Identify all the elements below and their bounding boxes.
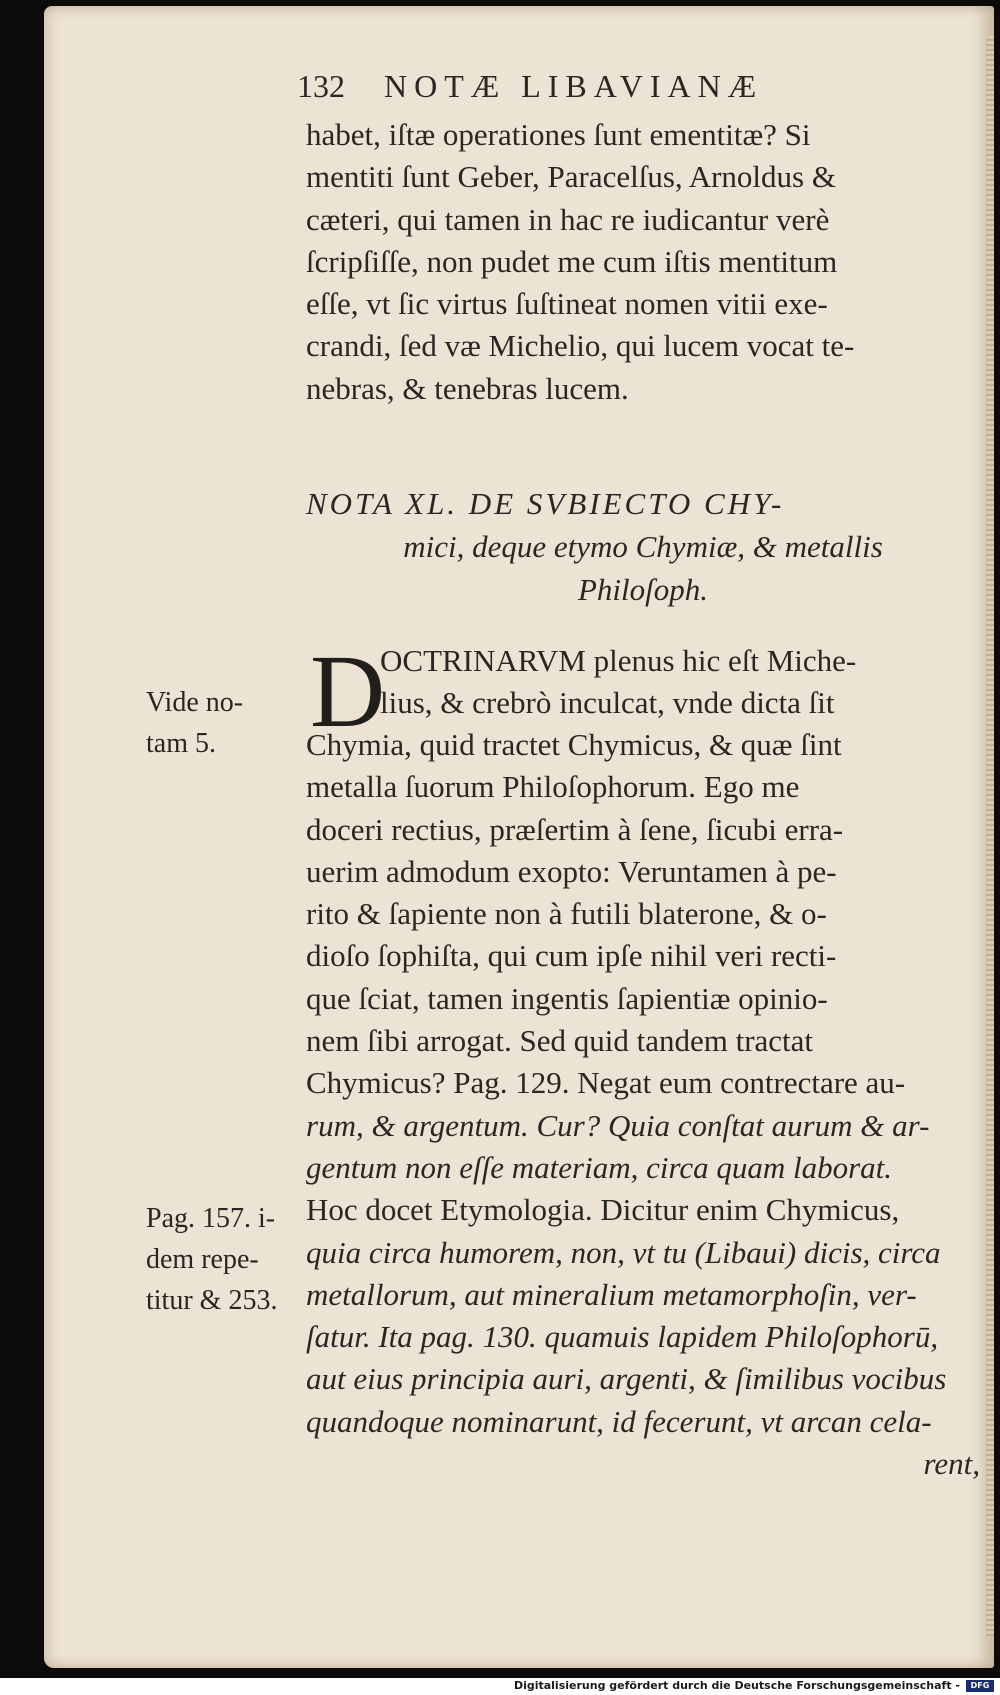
text-line: dioſo ſophiſta, qui cum ipſe nihil veri recti- — [306, 938, 837, 974]
text-line: gentum non eſſe materiam, circa quam laborat. — [306, 1149, 893, 1185]
body-second-line — [380, 682, 980, 724]
text-line: Chymia, quid tractet Chymicus, & quæ ſint — [306, 727, 842, 762]
text-line: cæteri, qui tamen in hac re iudicantur verè — [306, 201, 830, 237]
page-header — [252, 68, 892, 118]
text-line: doceri rectius, præſertim à ſene, ſicubi erra- — [306, 811, 844, 847]
body-paragraph — [306, 724, 980, 1485]
margin-note-line: titur & 253. — [146, 1285, 278, 1316]
text-line: nebras, & tenebras lucem. — [306, 370, 629, 406]
text-line: aut eius principia auri, argenti, & ſimilibus vocibus — [306, 1361, 947, 1397]
text-line: lius, & crebrò inculcat, vnde dicta ſit — [380, 685, 835, 720]
margin-note — [146, 1198, 296, 1321]
text-line: quia circa humorem, non, vt tu (Libaui) dicis, circa — [306, 1234, 941, 1270]
text-line: rito & ſapiente non à futili blaterone, & o- — [306, 896, 827, 932]
text-line: que ſciat, tamen ingentis ſapientiæ opinio- — [306, 980, 828, 1016]
text-line: habet, iſtæ operationes ſunt ementitæ? Si — [306, 117, 811, 152]
text-line: mentiti ſunt Geber, Paracelſus, Arnoldus & — [306, 159, 836, 195]
margin-note-line: Vide no- — [146, 687, 244, 718]
catchword: rent, — [923, 1446, 980, 1482]
text-line: rum, & argentum. Cur? Quia conſtat aurum & ar- — [306, 1107, 930, 1143]
text-line: metallorum, aut mineralium metamorphoſin, ver- — [306, 1276, 917, 1312]
text-line: eſſe, vt ſic virtus ſuſtineat nomen vitii exe- — [306, 286, 828, 322]
dfg-logo-icon: DFG — [966, 1680, 994, 1692]
text-line: uerim admodum exopto: Veruntamen à pe- — [306, 853, 837, 889]
page-edge — [986, 36, 994, 1636]
text-line: crandi, ſed væ Michelio, qui lucem vocat te- — [306, 328, 855, 364]
margin-note-line: Pag. 157. i- — [146, 1203, 276, 1234]
text-line: quandoque nominarunt, id fecerunt, vt arcan cela- — [306, 1403, 932, 1439]
margin-note — [146, 682, 296, 764]
running-head: NOTÆ LIBAVIANÆ — [384, 68, 764, 104]
text-line: OCTRINARVM plenus hic eſt Miche- — [380, 643, 857, 678]
text-line: Chymicus? Pag. 129. Negat eum contrectare au- — [306, 1065, 906, 1101]
text-line: metalla ſuorum Philoſophorum. Ego me — [306, 769, 800, 805]
heading-line: mici, deque etymo Chymiæ, & metallis — [403, 529, 883, 564]
text-line: nem ſibi arrogat. Sed quid tandem tractat — [306, 1023, 814, 1059]
section-heading — [306, 482, 980, 611]
margin-note-line: dem repe- — [146, 1244, 259, 1275]
footer-bar — [0, 1678, 1000, 1695]
text-line: ſatur. Ita pag. 130. quamuis lapidem Philoſophorū, — [306, 1319, 939, 1355]
heading-line: Philoſoph. — [577, 572, 709, 607]
text-line: Hoc docet Etymologia. Dicitur enim Chymicus, — [306, 1192, 900, 1228]
funding-credit: Digitalisierung gefördert durch die Deutsche Forschungsgemeinschaft - — [513, 1679, 960, 1692]
text-line: ſcripſiſſe, non pudet me cum iſtis mentitum — [306, 243, 838, 279]
drop-cap: D — [310, 634, 386, 749]
body-first-line — [380, 640, 980, 682]
margin-note-line: tam 5. — [146, 728, 216, 759]
page-number: 132 — [297, 68, 345, 104]
heading-line: NOTA XL. DE SVBIECTO CHY- — [306, 486, 785, 521]
paragraph-continuation — [306, 114, 980, 410]
